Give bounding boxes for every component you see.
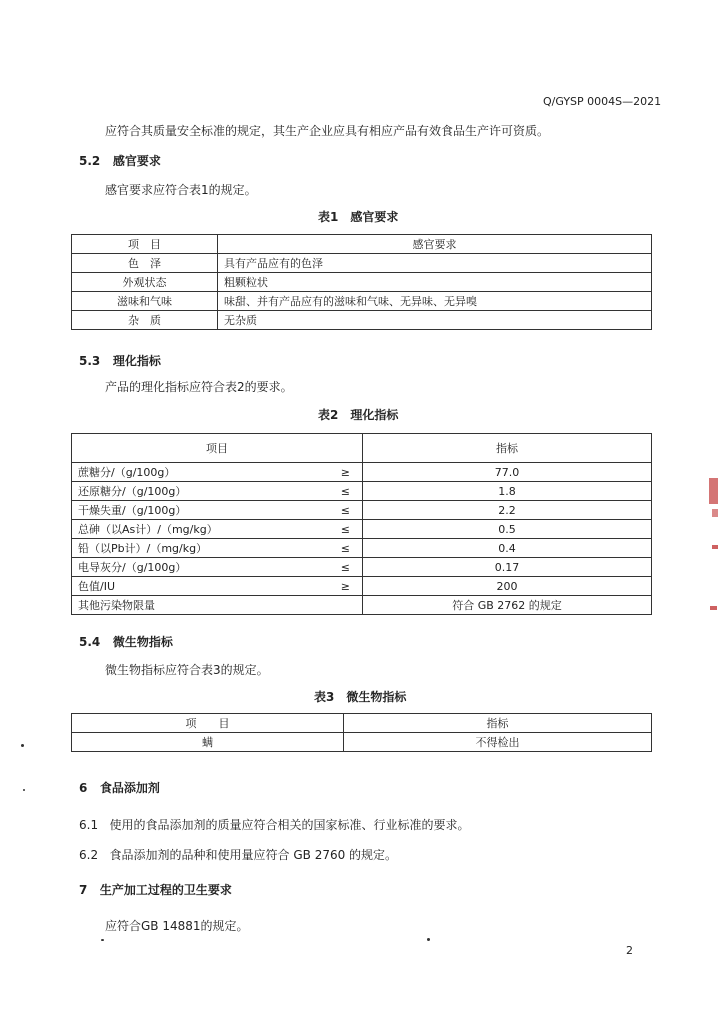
comparison-symbol: ≥ — [323, 463, 363, 482]
table-cell: 2.2 — [363, 501, 652, 520]
table-row — [72, 311, 652, 330]
table-cell: 0.5 — [363, 520, 652, 539]
table-cell: 电导灰分/（g/100g） — [72, 558, 323, 577]
table-cell: 螨 — [72, 733, 344, 752]
table-cell: 1.8 — [363, 482, 652, 501]
section-6-heading — [79, 779, 160, 796]
section-title: 食品添加剂 — [99, 781, 160, 795]
comparison-symbol: ≤ — [323, 520, 363, 539]
clause-6-1 — [79, 816, 470, 833]
section-title: 生产加工过程的卫生要求 — [99, 883, 232, 897]
table-cell: 具有产品应有的色泽 — [218, 254, 652, 273]
section-number: 5.2 — [79, 154, 101, 168]
table-2-title: 表2 理化指标 — [318, 408, 399, 422]
table-header-row — [72, 235, 652, 254]
table-row — [72, 577, 652, 596]
table-1-title: 表1 感官要求 — [318, 210, 399, 224]
table-row — [72, 733, 652, 752]
table-header-cell: 感官要求 — [218, 235, 652, 254]
table-row — [72, 482, 652, 501]
table-cell: 滋味和气味 — [72, 292, 218, 311]
comparison-symbol: ≤ — [323, 482, 363, 501]
scan-speck — [23, 789, 25, 791]
table-row — [72, 273, 652, 292]
page-number: 2 — [626, 944, 633, 957]
table-header-cell: 指标 — [344, 714, 652, 733]
section-5-4-text: 微生物指标应符合表3的规定。 — [105, 663, 269, 677]
section-number: 5.4 — [79, 635, 101, 649]
table-2-physicochemical — [71, 433, 652, 615]
clause-text: 食品添加剂的品种和使用量应符合 GB 2760 的规定。 — [109, 848, 398, 862]
clause-number: 6.2 — [79, 848, 99, 862]
clause-number: 6.1 — [79, 818, 99, 832]
table-cell: 色值/IU — [72, 577, 323, 596]
table-cell: 干燥失重/（g/100g） — [72, 501, 323, 520]
table-1-sensory — [71, 234, 652, 330]
table-header-cell: 项 目 — [72, 235, 218, 254]
comparison-symbol: ≥ — [323, 577, 363, 596]
clause-text: 使用的食品添加剂的质量应符合相关的国家标准、行业标准的要求。 — [109, 818, 470, 832]
section-7-heading — [79, 881, 232, 898]
stamp-fragment — [712, 545, 718, 549]
table-cell: 杂 质 — [72, 311, 218, 330]
scan-speck — [427, 938, 430, 941]
table-cell: 外观状态 — [72, 273, 218, 292]
section-number: 5.3 — [79, 354, 101, 368]
table-cell: 无杂质 — [218, 311, 652, 330]
section-5-2-heading — [79, 152, 161, 169]
comparison-symbol: ≤ — [323, 501, 363, 520]
table-row — [72, 539, 652, 558]
table-cell: 符合 GB 2762 的规定 — [363, 596, 652, 615]
table-cell: 其他污染物限量 — [72, 596, 363, 615]
scan-speck — [21, 744, 24, 747]
stamp-fragment — [710, 606, 717, 610]
section-5-3-heading — [79, 352, 161, 369]
table-cell: 200 — [363, 577, 652, 596]
table-header-row — [72, 714, 652, 733]
table-header-row — [72, 434, 652, 463]
table-cell: 粗颗粒状 — [218, 273, 652, 292]
table-cell: 味甜、并有产品应有的滋味和气味、无异味、无异嗅 — [218, 292, 652, 311]
intro-paragraph: 应符合其质量安全标准的规定，其生产企业应具有相应产品有效食品生产许可资质。 — [105, 124, 550, 138]
section-title: 微生物指标 — [112, 635, 173, 649]
table-row — [72, 463, 652, 482]
table-cell: 还原糖分/（g/100g） — [72, 482, 323, 501]
table-3-microbial — [71, 713, 652, 752]
clause-6-2 — [79, 846, 397, 863]
table-row — [72, 292, 652, 311]
comparison-symbol: ≤ — [323, 558, 363, 577]
table-3-title: 表3 微生物指标 — [314, 690, 407, 704]
table-row — [72, 596, 652, 615]
stamp-fragment — [709, 478, 718, 504]
table-cell: 蔗糖分/（g/100g） — [72, 463, 323, 482]
table-row — [72, 520, 652, 539]
section-7-text: 应符合GB 14881的规定。 — [105, 919, 249, 933]
table-cell: 色 泽 — [72, 254, 218, 273]
section-title: 感官要求 — [112, 154, 161, 168]
table-header-cell: 指标 — [363, 434, 652, 463]
scan-speck — [101, 939, 104, 941]
stamp-fragment — [712, 509, 718, 517]
table-cell: 0.4 — [363, 539, 652, 558]
section-number: 6 — [79, 781, 88, 795]
table-row — [72, 558, 652, 577]
table-cell: 77.0 — [363, 463, 652, 482]
table-cell: 不得检出 — [344, 733, 652, 752]
doc-code: Q/GYSP 0004S—2021 — [543, 95, 662, 108]
table-header-cell: 项 目 — [72, 714, 344, 733]
table-row — [72, 501, 652, 520]
comparison-symbol: ≤ — [323, 539, 363, 558]
table-cell: 0.17 — [363, 558, 652, 577]
table-cell: 铅（以Pb计）/（mg/kg） — [72, 539, 323, 558]
table-row — [72, 254, 652, 273]
section-5-3-text: 产品的理化指标应符合表2的要求。 — [105, 380, 293, 394]
section-5-2-text: 感官要求应符合表1的规定。 — [105, 183, 257, 197]
table-cell: 总砷（以As计）/（mg/kg） — [72, 520, 323, 539]
section-5-4-heading — [79, 633, 173, 650]
section-number: 7 — [79, 883, 88, 897]
table-header-cell: 项目 — [72, 434, 363, 463]
section-title: 理化指标 — [112, 354, 161, 368]
